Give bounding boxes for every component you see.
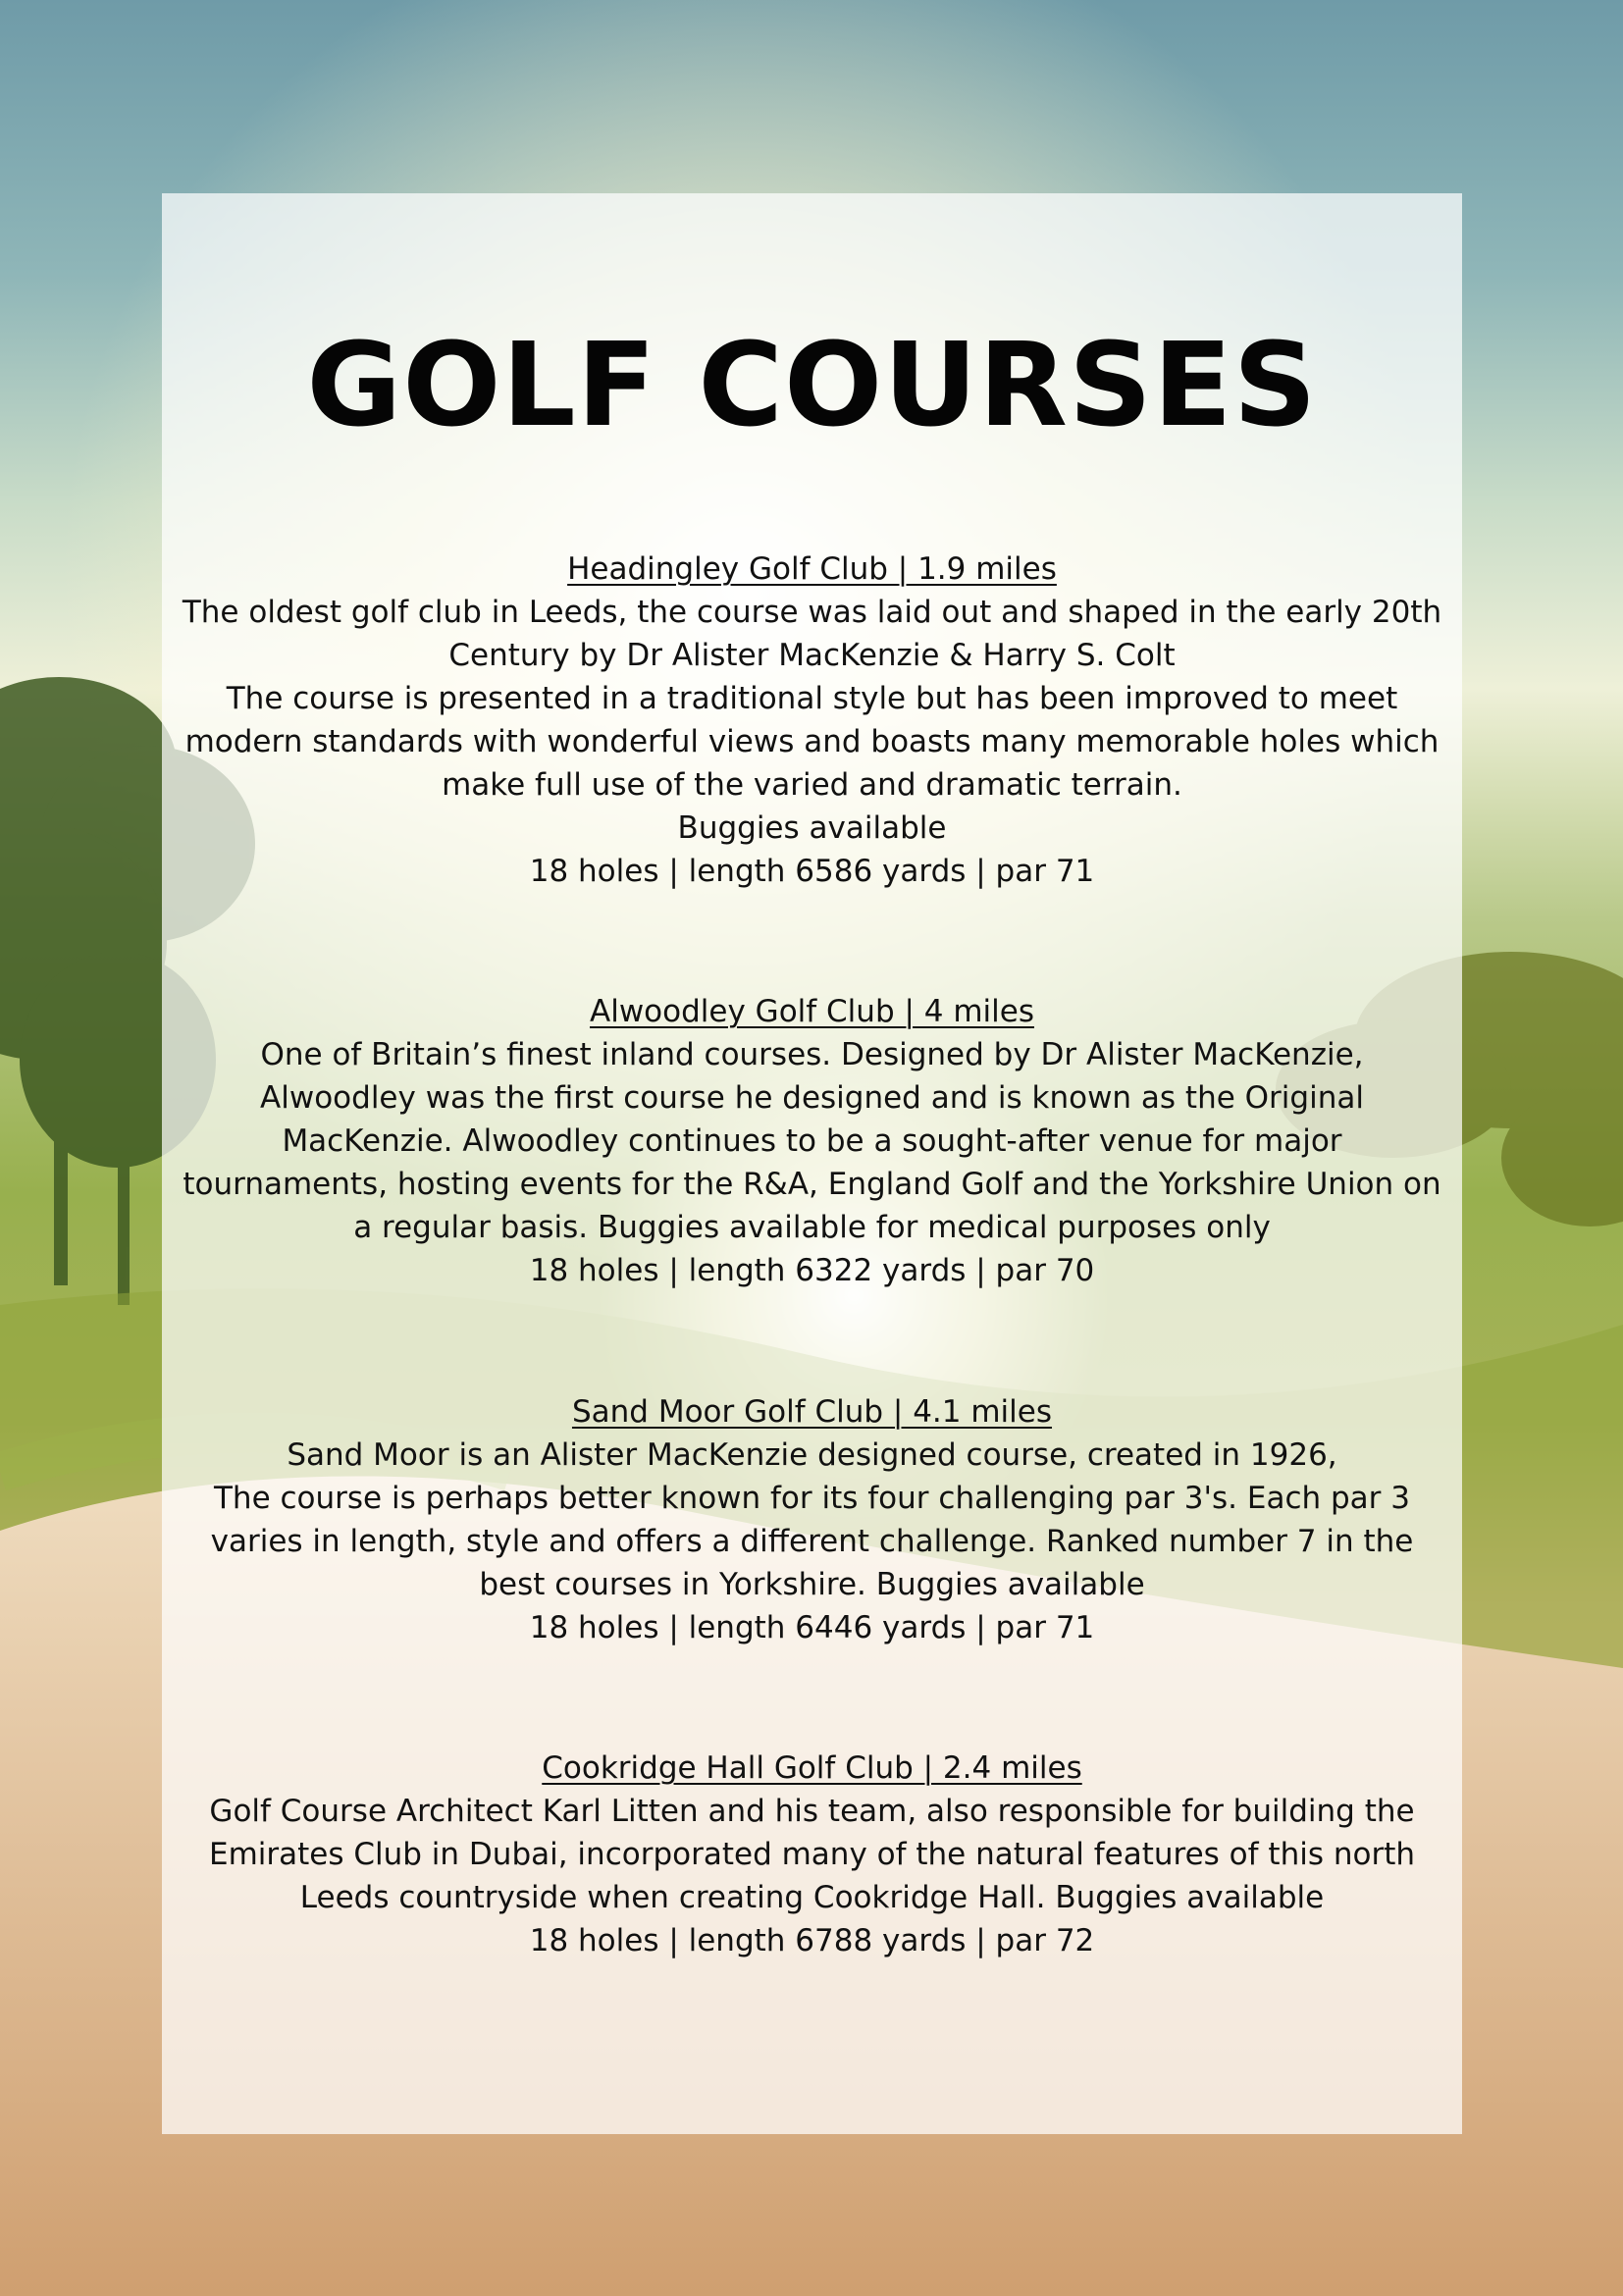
course-heading: Alwoodley Golf Club | 4 miles: [590, 994, 1034, 1029]
course-stats: 18 holes | length 6586 yards | par 71: [529, 854, 1095, 889]
course-description: Sand Moor is an Alister MacKenzie designed course, created in 1926,: [287, 1437, 1337, 1473]
course-description: One of Britain’s finest inland courses. Designed by Dr Alister MacKenzie, Alwoodley was the first course he designed and is known as the Original MacKenzie. Alwoodley continues to be a sought-after venue for major tournaments, hosting events for the R&A, England Golf and the Yorkshire Union on a regular basis. Buggies available for medical purposes only: [183, 1037, 1441, 1245]
course-description: The course is perhaps better known for its four challenging par 3's. Each par 3 varies in length, style and offers a different challenge. Ranked number 7 in the best courses in Yorkshire. Buggies available: [210, 1481, 1414, 1602]
course-description: Golf Course Architect Karl Litten and his team, also responsible for building the Emirates Club in Dubai, incorporated many of the natural features of this north Leeds countryside when creating Cookridge Hall. Buggies available: [209, 1794, 1415, 1915]
course-headingley: [182, 548, 1442, 893]
course-buggies: Buggies available: [677, 810, 947, 846]
course-stats: 18 holes | length 6446 yards | par 71: [529, 1610, 1095, 1645]
page-title: GOLF COURSES: [306, 317, 1318, 452]
course-stats: 18 holes | length 6788 yards | par 72: [529, 1923, 1095, 1958]
course-sand-moor: [182, 1390, 1442, 1649]
course-heading: Cookridge Hall Golf Club | 2.4 miles: [542, 1750, 1082, 1786]
course-heading: Sand Moor Golf Club | 4.1 miles: [571, 1394, 1053, 1430]
course-description: The course is presented in a traditional style but has been improved to meet modern standards with wonderful views and boasts many memorable holes which make full use of the varied and dramatic terrain.: [184, 681, 1440, 803]
golf-courses-card: [162, 193, 1462, 2134]
course-cookridge-hall: [182, 1747, 1442, 1962]
course-alwoodley: [182, 990, 1442, 1292]
course-description: The oldest golf club in Leeds, the course was laid out and shaped in the early 20th Century by Dr Alister MacKenzie & Harry S. Colt: [182, 595, 1442, 673]
course-heading: Headingley Golf Club | 1.9 miles: [567, 551, 1057, 587]
course-stats: 18 holes | length 6322 yards | par 70: [529, 1253, 1095, 1288]
